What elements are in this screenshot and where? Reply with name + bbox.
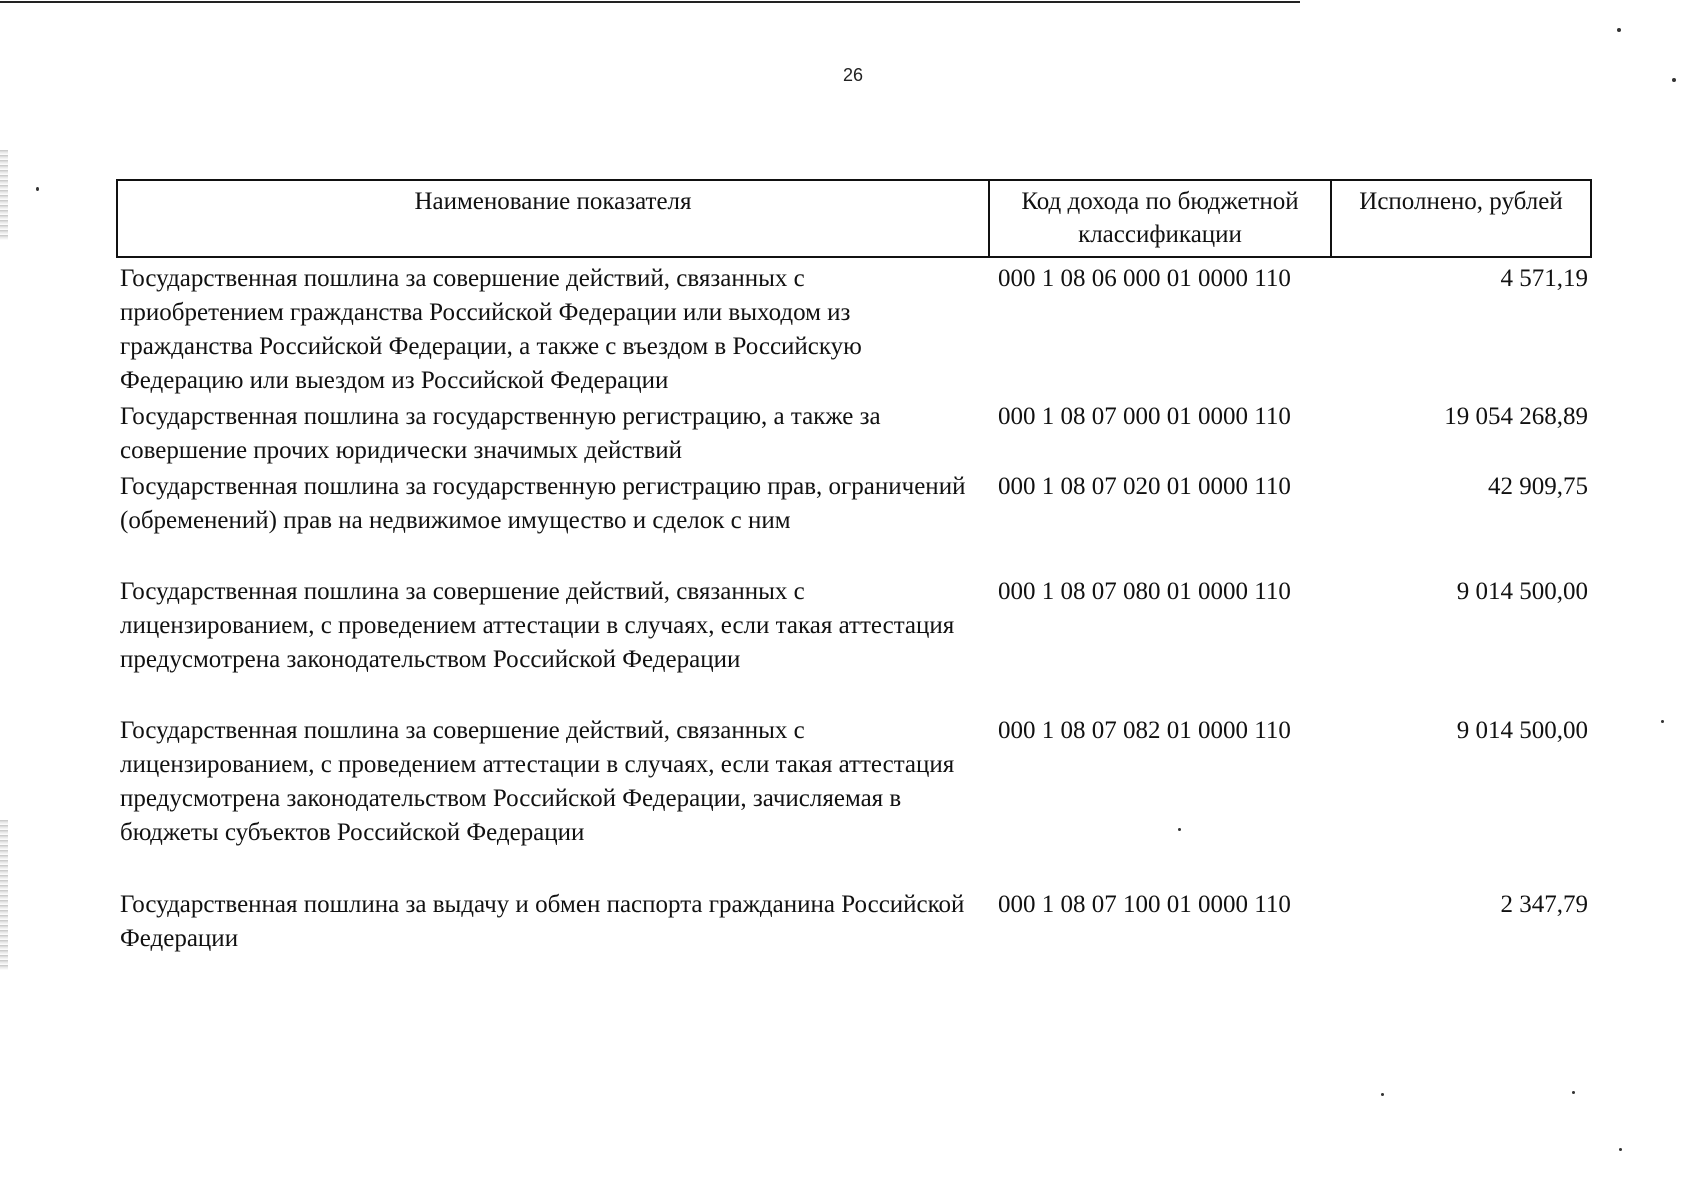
row-indicator-name: Государственная пошлина за совершение действий, связанных с приобретением гражданства Российской Федерации или выходом из гражданства Российской Федерации, а также с въездом в Российскую Федерацию или выездом из Российской Федерации [120,265,862,394]
scan-edge-noise [0,150,8,240]
header-code-cell: Код дохода по бюджетной классификации [990,181,1332,256]
scan-speck [1178,828,1181,831]
page-number: 26 [843,65,864,85]
scan-speck [1617,28,1621,32]
row-executed-amount: 42 909,75 [1488,473,1588,500]
table-header [116,179,1592,258]
scan-edge-noise [0,820,8,970]
row-executed-amount: 19 054 268,89 [1444,403,1588,430]
header-value-cell: Исполнено, рублей [1359,188,1563,215]
row-executed-amount: 2 347,79 [1500,891,1588,918]
scan-speck [1661,720,1664,723]
scan-top-border-line [0,1,1300,3]
row-income-code: 000 1 08 07 000 01 0000 110 [998,403,1291,430]
scan-speck [1381,1093,1384,1096]
row-income-code: 000 1 08 07 100 01 0000 110 [998,891,1291,918]
row-executed-amount: 4 571,19 [1500,265,1588,292]
row-income-code: 000 1 08 07 020 01 0000 110 [998,473,1291,500]
row-executed-amount: 9 014 500,00 [1456,578,1588,605]
row-indicator-name: Государственная пошлина за выдачу и обмен паспорта гражданина Российской Федерации [120,891,965,952]
row-indicator-name: Государственная пошлина за государственную регистрацию, а также за совершение прочих юридически значимых действий [120,403,881,464]
scan-speck [1572,1091,1575,1094]
scan-speck [1619,1148,1622,1151]
row-income-code: 000 1 08 07 082 01 0000 110 [998,717,1291,744]
header-name-cell: Наименование показателя [118,181,990,256]
row-executed-amount: 9 014 500,00 [1456,717,1588,744]
row-indicator-name: Государственная пошлина за совершение действий, связанных с лицензированием, с проведением аттестации в случаях, если такая аттестация предусмотрена законодательством Российской Федерации, зачисляемая в бюджеты субъектов Российской Федерации [120,717,955,846]
scan-speck [1672,78,1676,82]
scan-speck [36,187,39,191]
row-income-code: 000 1 08 06 000 01 0000 110 [998,265,1291,292]
row-indicator-name: Государственная пошлина за государственную регистрацию прав, ограничений (обременений) прав на недвижимое имущество и сделок с ним [120,473,966,534]
row-indicator-name: Государственная пошлина за совершение действий, связанных с лицензированием, с проведением аттестации в случаях, если такая аттестация предусмотрена законодательством Российской Федерации [120,578,955,673]
row-income-code: 000 1 08 07 080 01 0000 110 [998,578,1291,605]
